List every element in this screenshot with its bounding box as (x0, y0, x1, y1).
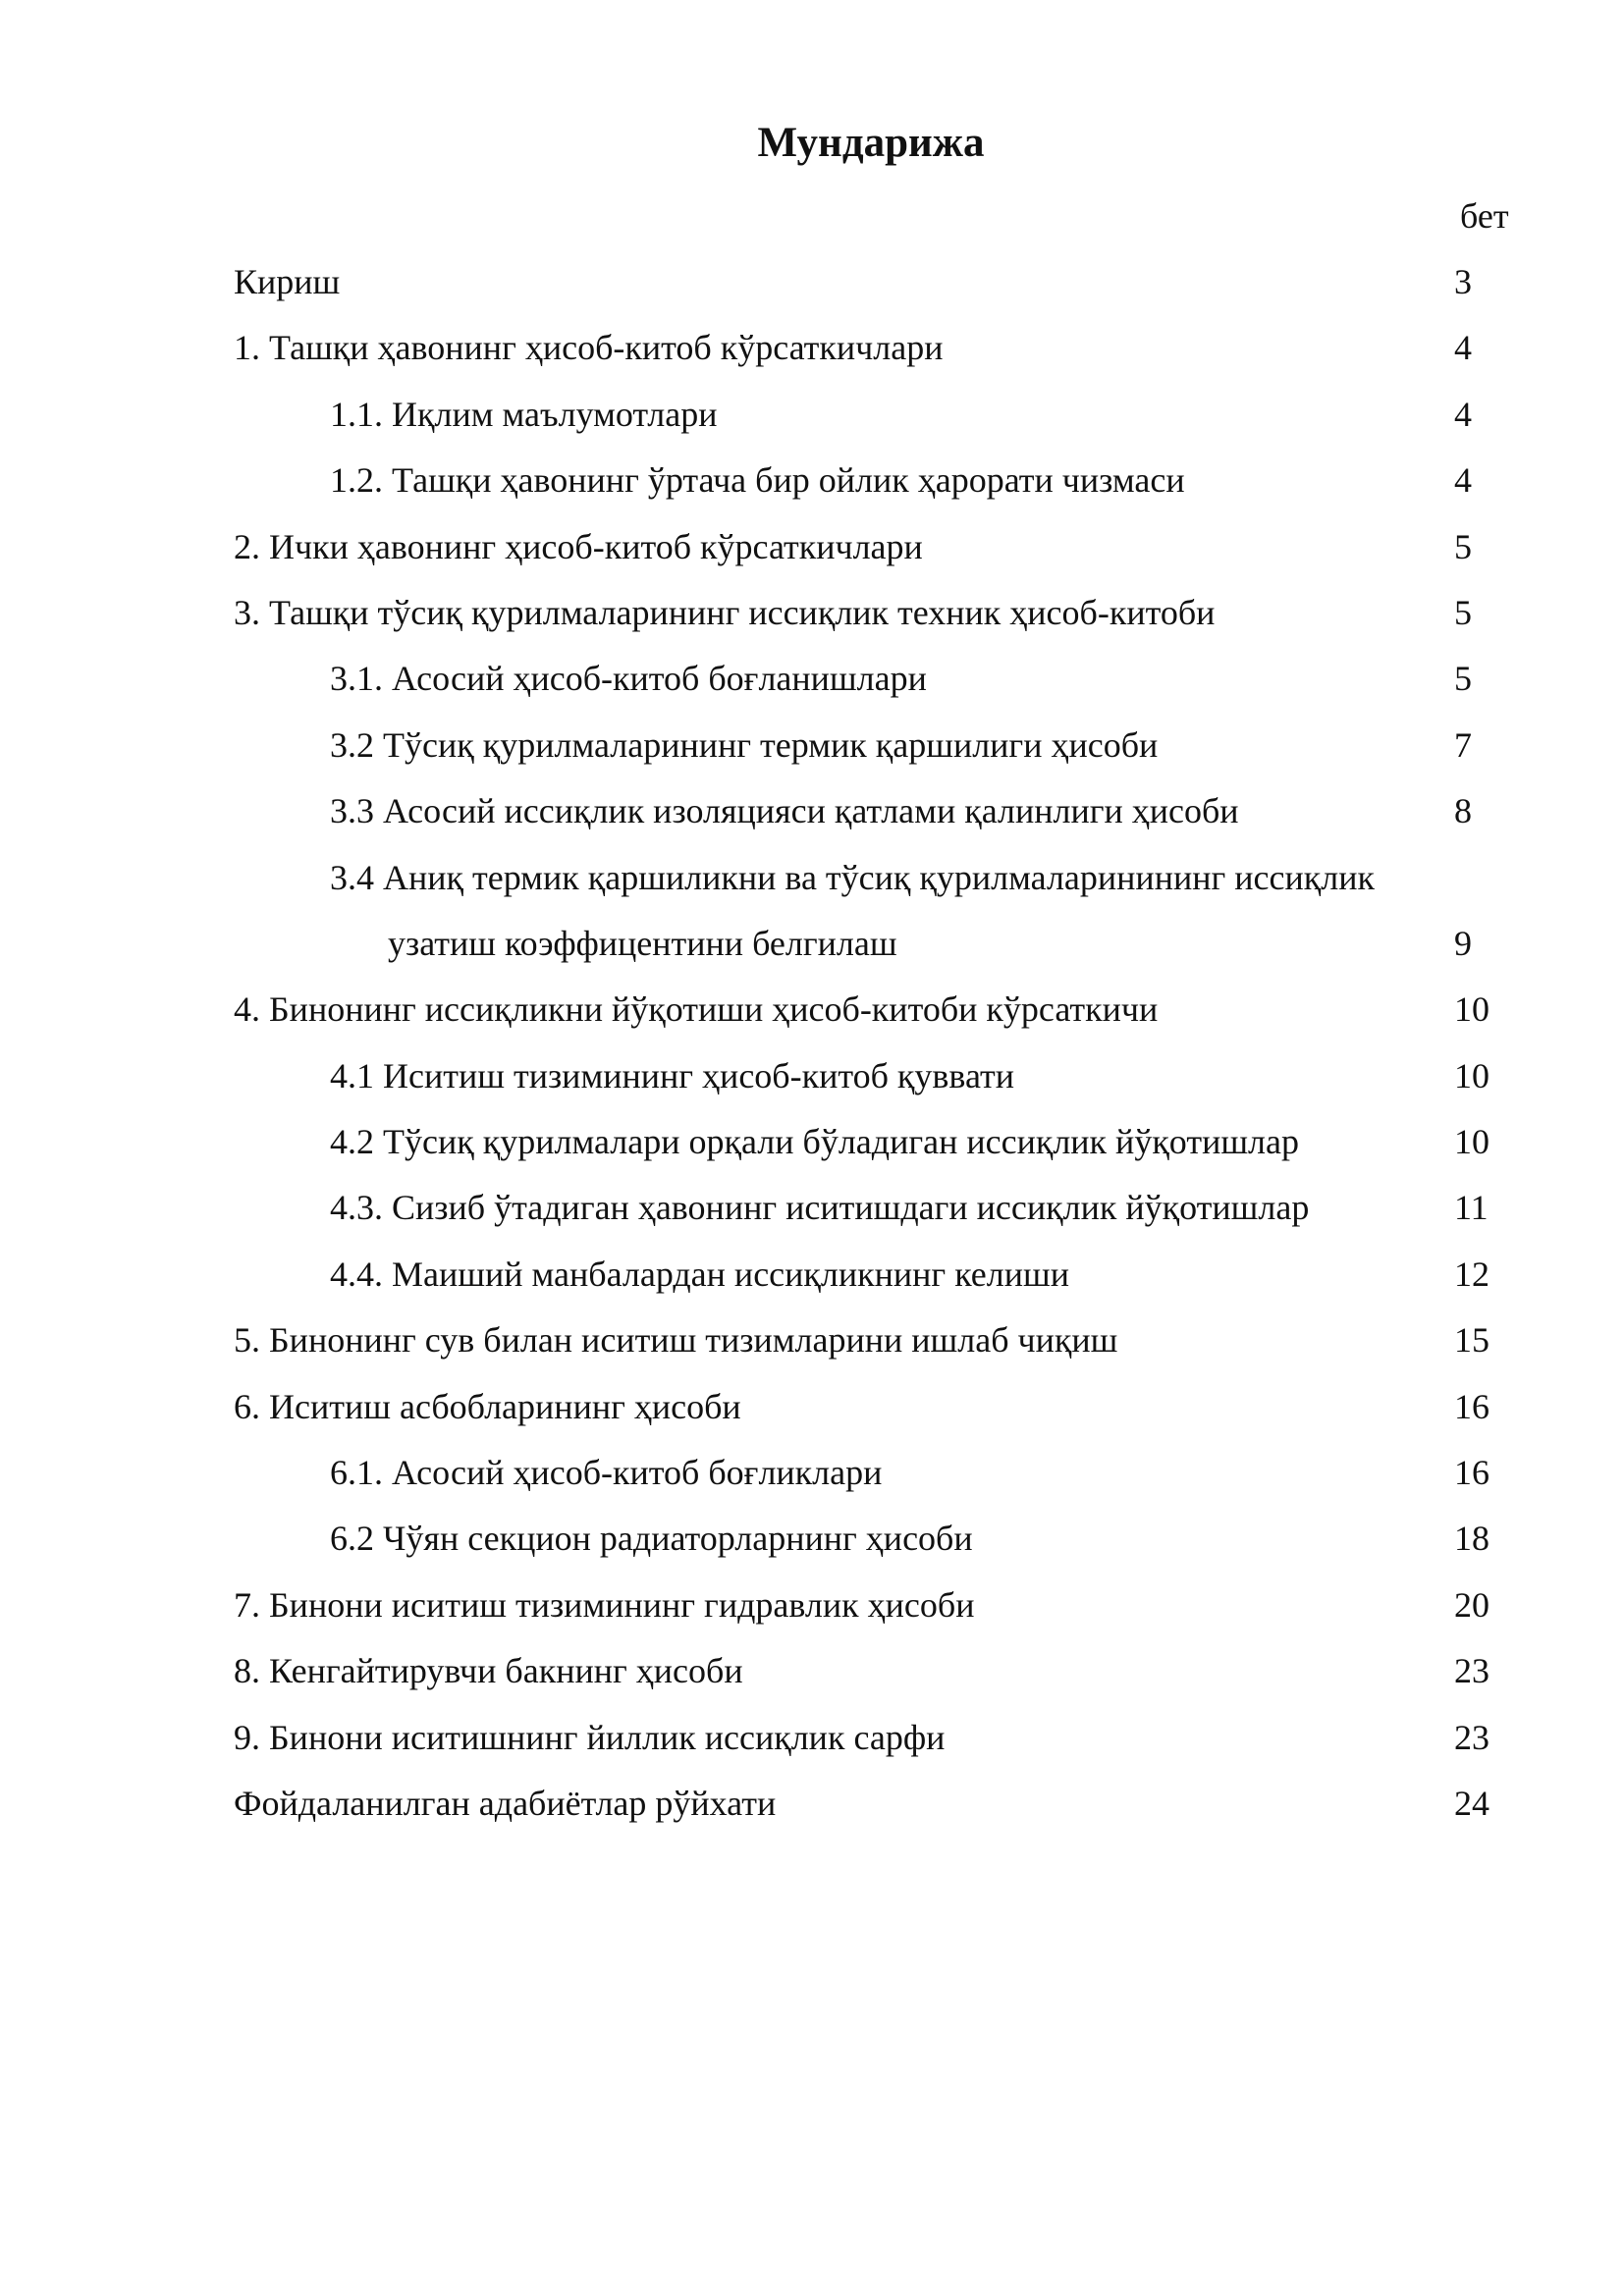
toc-entry-page-number: 4 (1454, 460, 1472, 501)
toc-entry[interactable] (0, 1114, 1624, 1180)
table-of-contents (0, 254, 1624, 1842)
toc-entry[interactable] (0, 519, 1624, 585)
toc-entry-label: 6.2 Чўян секцион радиаторларнинг ҳисоби (330, 1519, 973, 1559)
toc-entry-page-number: 10 (1454, 1055, 1489, 1095)
toc-entry-label: 3.3 Асосий иссиқлик изоляцияси қатлами қалинлиги ҳисоби (330, 791, 1239, 831)
toc-entry[interactable] (0, 585, 1624, 651)
toc-entry-page-number: 3 (1454, 262, 1472, 301)
toc-entry[interactable] (0, 1577, 1624, 1643)
toc-entry-page-number: 7 (1454, 724, 1472, 765)
toc-entry-page-number: 8 (1454, 791, 1472, 831)
toc-entry-page-number: 11 (1454, 1188, 1489, 1228)
toc-entry-page-number: 24 (1454, 1783, 1489, 1823)
toc-entry-page-number: 15 (1454, 1320, 1489, 1361)
toc-entry-label: 3.1. Асосий ҳисоб-китоб боғланишлари (330, 659, 927, 699)
toc-entry-page-number: 5 (1454, 659, 1472, 699)
toc-entry[interactable] (0, 1247, 1624, 1312)
toc-entry-page-number: 4 (1454, 394, 1472, 434)
toc-entry-page-number: 10 (1454, 1122, 1489, 1162)
toc-entry-label: 3.2 Тўсиқ қурилмаларининг термик қаршилиги ҳисоби (330, 724, 1159, 765)
toc-entry-page-number: 16 (1454, 1453, 1489, 1493)
toc-entry[interactable] (0, 718, 1624, 783)
toc-entry-label: 1.2. Ташқи ҳавонинг ўртача бир ойлик ҳарорати чизмаси (330, 460, 1185, 501)
toc-entry-page-number: 16 (1454, 1386, 1489, 1426)
toc-entry-label: 2. Ички ҳавонинг ҳисоб-китоб кўрсаткичлари (234, 526, 923, 566)
toc-entry[interactable] (0, 651, 1624, 717)
toc-entry-label: 6. Иситиш асбобларининг ҳисоби (234, 1386, 741, 1426)
toc-entry[interactable] (0, 850, 1624, 916)
toc-entry-page-number: 12 (1454, 1254, 1489, 1294)
toc-entry-page-number: 4 (1454, 328, 1472, 368)
toc-entry-page-number: 23 (1454, 1717, 1489, 1757)
toc-entry-page-number: 9 (1454, 923, 1472, 963)
toc-entry[interactable] (0, 982, 1624, 1047)
toc-entry[interactable] (0, 1643, 1624, 1709)
toc-entry[interactable] (0, 1511, 1624, 1576)
toc-entry-label: 6.1. Асосий ҳисоб-китоб боғликлари (330, 1453, 883, 1493)
toc-entry-label: 4.3. Сизиб ўтадиган ҳавонинг иситишдаги иссиқлик йўқотишлар (330, 1188, 1310, 1228)
page-title: Мундарижа (757, 120, 985, 166)
toc-entry[interactable] (0, 1180, 1624, 1246)
toc-entry-page-number: 5 (1454, 526, 1472, 566)
toc-entry-label: 4.2 Тўсиқ қурилмалари орқали бўладиган иссиқлик йўқотишлар (330, 1122, 1299, 1162)
toc-entry-page-number: 18 (1454, 1519, 1489, 1559)
toc-entry[interactable] (0, 387, 1624, 453)
toc-entry[interactable] (0, 254, 1624, 320)
toc-entry-label: Кириш (234, 262, 341, 301)
toc-entry-page-number: 20 (1454, 1584, 1489, 1625)
toc-entry-label: 5. Бинонинг сув билан иситиш тизимларини ишлаб чиқиш (234, 1320, 1118, 1361)
toc-entry[interactable] (0, 1312, 1624, 1378)
toc-entry-label: узатиш коэффицентини белгилаш (388, 923, 897, 963)
toc-entry-page-number: 5 (1454, 592, 1472, 632)
toc-entry-page-number: 10 (1454, 989, 1489, 1030)
toc-entry-label: 4. Бинонинг иссиқликни йўқотиши ҳисоб-китоби кўрсаткичи (234, 989, 1159, 1030)
page-column-header: бет (1460, 196, 1509, 236)
toc-entry[interactable] (0, 1445, 1624, 1511)
toc-entry[interactable] (0, 1776, 1624, 1842)
toc-entry[interactable] (0, 1048, 1624, 1114)
toc-entry[interactable] (0, 320, 1624, 386)
toc-entry-label: Фойдаланилган адабиётлар рўйхати (234, 1783, 777, 1823)
toc-entry[interactable] (0, 453, 1624, 518)
toc-entry-label: 3.4 Аниқ термик қаршиликни ва тўсиқ қурилмаларинининг иссиқлик (330, 857, 1375, 897)
toc-entry-label: 9. Бинони иситишнинг йиллик иссиқлик сарфи (234, 1717, 946, 1757)
toc-entry-label: 8. Кенгайтирувчи бакнинг ҳисоби (234, 1651, 743, 1691)
toc-entry-label: 1. Ташқи ҳавонинг ҳисоб-китоб кўрсаткичлари (234, 328, 944, 368)
toc-entry-label: 3. Ташқи тўсиқ қурилмаларининг иссиқлик техник ҳисоб-китоби (234, 592, 1216, 632)
toc-entry-page-number: 23 (1454, 1651, 1489, 1691)
toc-entry-label: 1.1. Иқлим маълумотлари (330, 394, 718, 434)
toc-entry-label: 4.4. Маиший манбалардан иссиқликнинг келиши (330, 1254, 1069, 1294)
toc-entry[interactable] (0, 916, 1624, 982)
toc-entry[interactable] (0, 1379, 1624, 1445)
toc-entry[interactable] (0, 1710, 1624, 1776)
toc-entry[interactable] (0, 783, 1624, 849)
toc-entry-label: 4.1 Иситиш тизимининг ҳисоб-китоб қуввати (330, 1055, 1014, 1095)
toc-entry-label: 7. Бинони иситиш тизимининг гидравлик ҳисоби (234, 1584, 975, 1625)
